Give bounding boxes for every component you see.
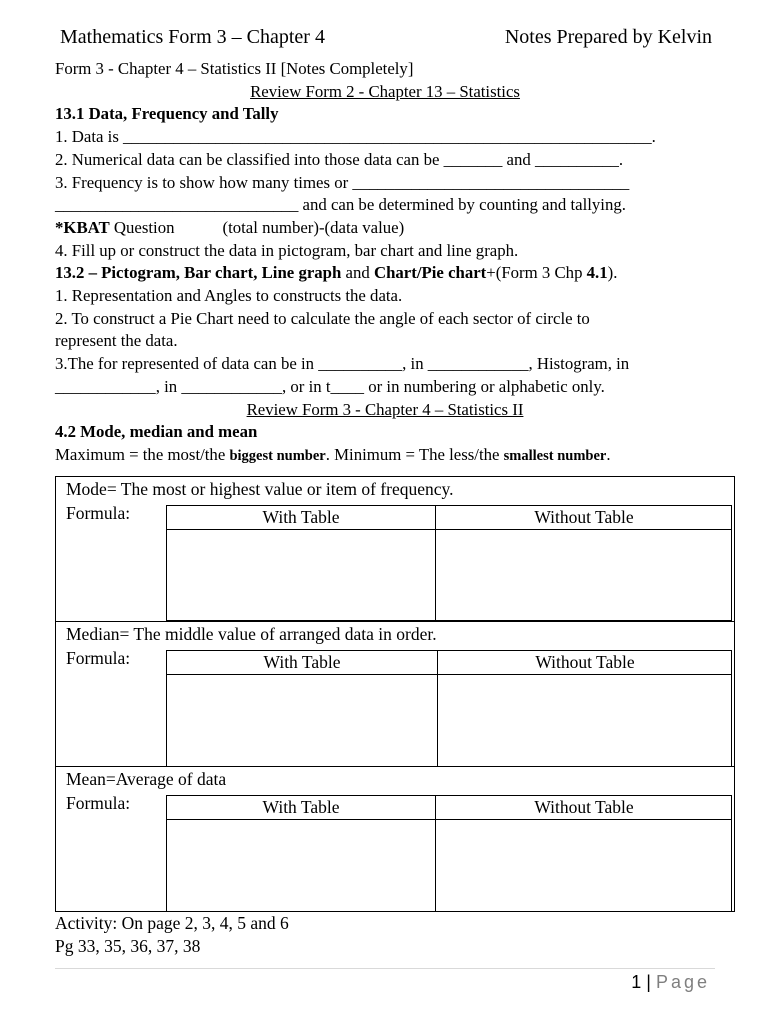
max-text: Maximum = the most/the xyxy=(55,444,230,464)
mean-definition: Mean=Average of data xyxy=(66,769,227,789)
item-represented-a: 3.The for represented of data can be in __________, in ____________, Histogram, in xyxy=(55,354,630,374)
page-word: Page xyxy=(655,972,710,992)
item-represented-b: ____________, in ____________, or in t____ or in numbering or alphabetic only. xyxy=(55,376,605,396)
mode-formula-label: Formula: xyxy=(66,503,131,523)
section-13-1-heading: 13.1 Data, Frequency and Tally xyxy=(55,104,279,124)
median-formula-table xyxy=(166,650,732,767)
page-number-value: 1 xyxy=(631,972,642,992)
max-min-end: . xyxy=(606,444,611,464)
section-13-2-ref: +(Form 3 Chp xyxy=(486,263,587,283)
item-frequency-b: _____________________________ and can be determined by counting and tallying. xyxy=(55,195,626,215)
section-13-2-title: 13.2 – Pictogram, Bar chart, Line graph xyxy=(55,263,342,283)
item-representation: 1. Representation and Angles to constructs the data. xyxy=(55,286,403,306)
activity-pages: Activity: On page 2, 3, 4, 5 and 6 xyxy=(55,913,289,933)
mean-with-table-header: With Table xyxy=(262,797,340,817)
mean-box xyxy=(55,766,735,912)
kbat-question xyxy=(55,217,715,240)
activity-section xyxy=(55,912,289,958)
section-4-2-heading: 4.2 Mode, median and mean xyxy=(55,422,258,442)
kbat-label: *KBAT xyxy=(55,217,110,237)
item-frequency-a: 3. Frequency is to show how many times or _________________________________ xyxy=(55,172,630,192)
review-form2-heading: Review Form 2 - Chapter 13 – Statistics xyxy=(250,81,520,101)
max-min-line xyxy=(55,444,715,468)
footer-divider xyxy=(55,968,715,969)
mean-formula-label: Formula: xyxy=(66,793,131,813)
mode-box xyxy=(55,476,735,622)
section-13-2-and: and xyxy=(341,263,374,283)
item-numerical-data: 2. Numerical data can be classified into those data can be _______ and __________. xyxy=(55,149,624,169)
median-box xyxy=(55,621,735,767)
section-13-2-close: ). xyxy=(607,263,618,283)
min-text: . Minimum = The less/the xyxy=(325,444,504,464)
biggest-number: biggest number xyxy=(229,447,326,464)
intro-line: Form 3 - Chapter 4 – Statistics II [Notes Completely] xyxy=(55,59,414,78)
mode-without-table-header: Without Table xyxy=(534,507,634,527)
header-right-author: Notes Prepared by Kelvin xyxy=(504,26,712,48)
section-13-2-pie: Chart/Pie chart xyxy=(373,263,487,283)
item-fill-up: 4. Fill up or construct the data in pictogram, bar chart and line graph. xyxy=(55,240,519,260)
header-left-title: Mathematics Form 3 – Chapter 4 xyxy=(60,26,325,48)
median-definition: Median= The middle value of arranged data in order. xyxy=(66,624,437,644)
mode-with-table-header: With Table xyxy=(262,507,340,527)
activity-textbook-pages: Pg 33, 35, 36, 37, 38 xyxy=(55,936,201,956)
mean-formula-table xyxy=(166,795,732,912)
mean-without-table-header: Without Table xyxy=(534,797,634,817)
section-13-2-ref-num: 4.1 xyxy=(586,263,608,283)
mode-formula-table xyxy=(166,505,732,621)
notes-body xyxy=(55,58,715,468)
kbat-formula: (total number)-(data value) xyxy=(222,217,405,237)
section-13-2-heading xyxy=(55,262,715,285)
mode-definition: Mode= The most or highest value or item of frequency. xyxy=(66,479,454,499)
median-formula-label: Formula: xyxy=(66,648,131,668)
item-pie-chart-a: 2. To construct a Pie Chart need to calculate the angle of each sector of circle to xyxy=(55,308,590,328)
page-number xyxy=(631,972,710,993)
kbat-question-word: Question xyxy=(109,217,175,237)
item-data-is: 1. Data is _______________________________________________________________. xyxy=(55,127,656,147)
median-with-table-header: With Table xyxy=(263,652,341,672)
smallest-number: smallest number xyxy=(503,447,607,464)
review-form3-heading: Review Form 3 - Chapter 4 – Statistics II xyxy=(246,399,524,419)
item-pie-chart-b: represent the data. xyxy=(55,331,178,351)
median-without-table-header: Without Table xyxy=(535,652,635,672)
page-number-separator: | xyxy=(641,972,656,992)
